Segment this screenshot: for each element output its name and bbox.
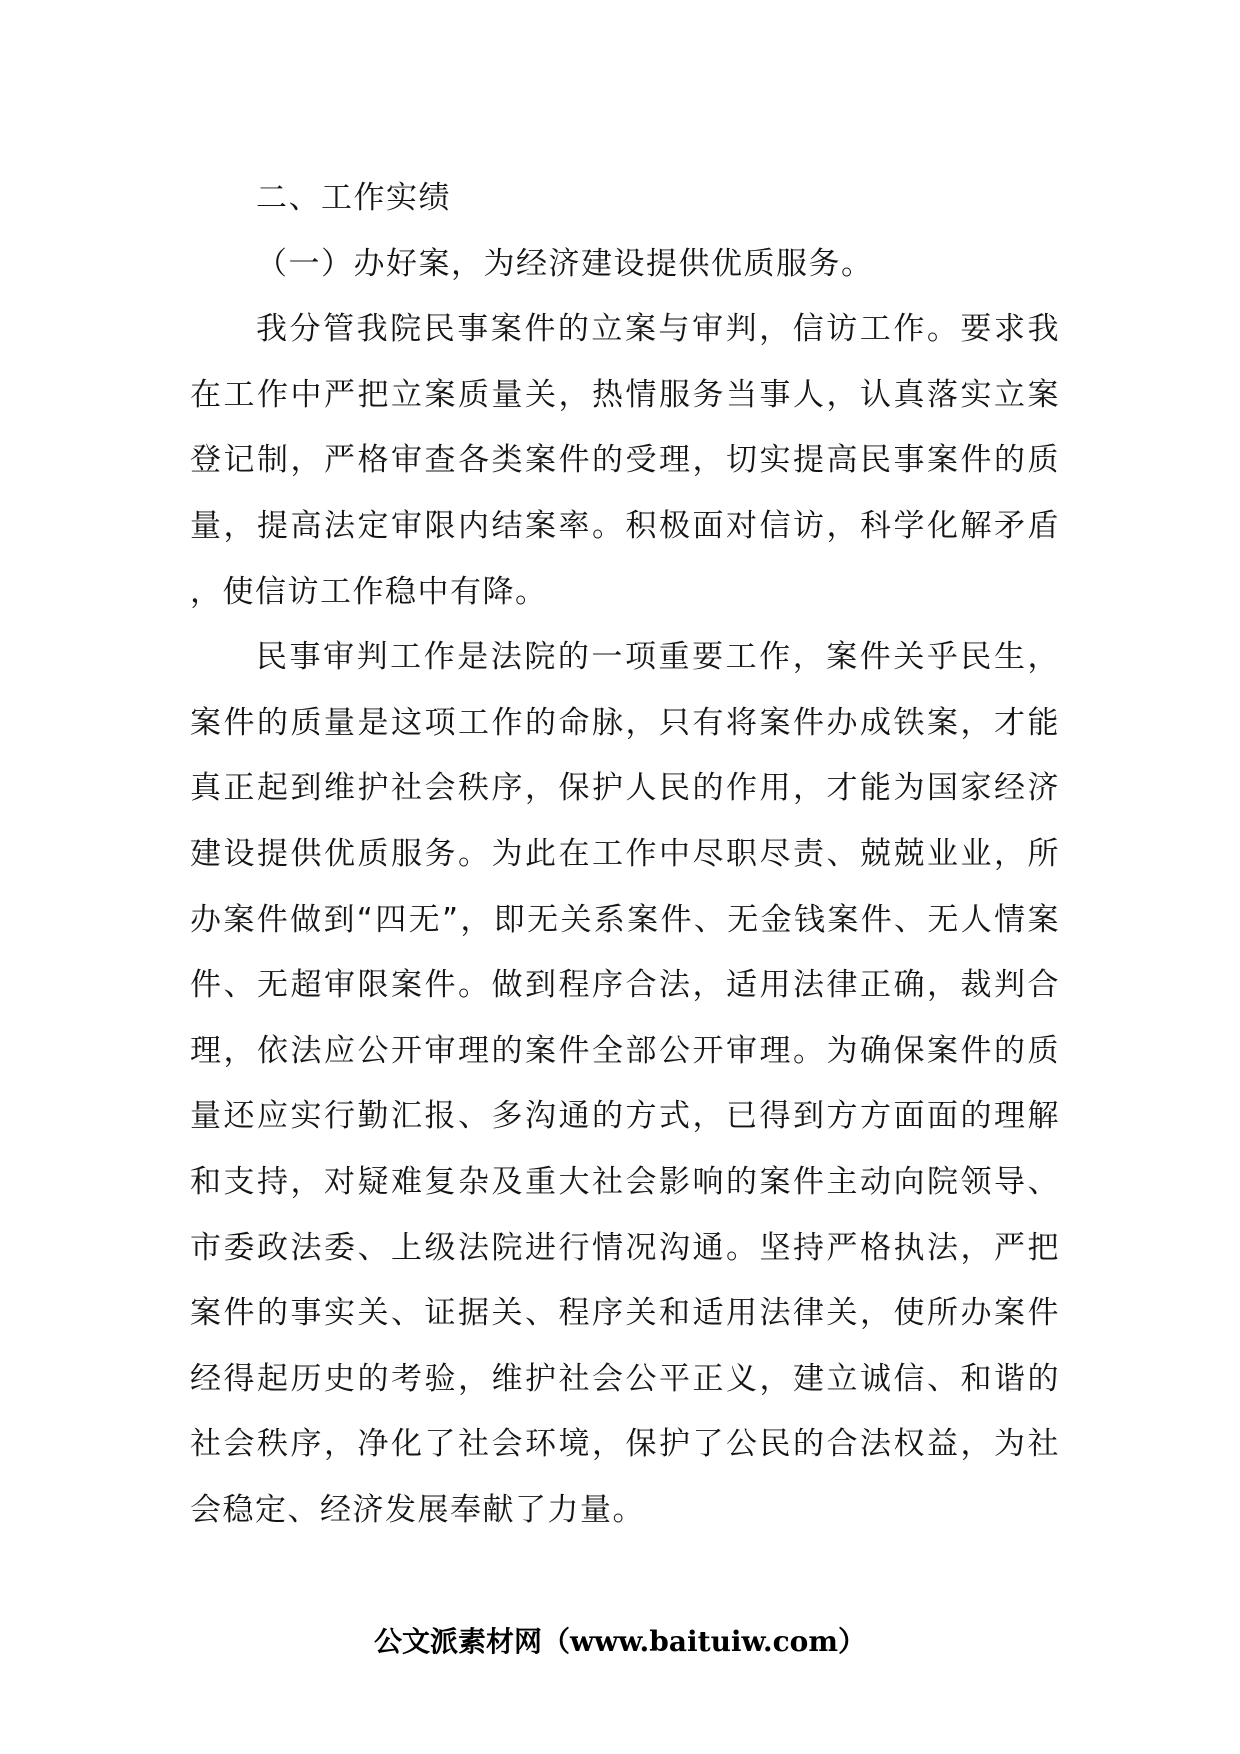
footer-watermark: 公文派素材网（www.baituiw.com） xyxy=(374,1625,866,1658)
subsection-heading: （一）办好案，为经济建设提供优质服务。 xyxy=(256,245,874,282)
body-paragraph-2: 民事审判工作是法院的一项重要工作，案件关乎民生，案件的质量是这项工作的命脉，只有将案件办成铁案，才能真正起到维护社会秩序，保护人民的作用，才能为国家经济建设提供优质服务。为此在工作中尽职尽责、兢兢业业，所办案件做到“四无”，即无关系案件、无金钱案件、无人情案件、无超审限案件。做到程序合法，适用法律正确，裁判合理，依法应公开审理的案件全部公开审理。为确保案件的质量还应实行勤汇报、多沟通的方式，已得到方方面面的理解和支持，对疑难复杂及重大社会影响的案件主动向院领导、市委政法委、上级法院进行情况沟通。坚持严格执法，严把案件的事实关、证据关、程序关和适用法律关，使所办案件经得起历史的考验，维护社会公平正义，建立诚信、和谐的社会秩序，净化了社会环境，保护了公民的合法权益，为社会稳定、经济发展奉献了力量。 xyxy=(190,639,1060,1528)
body-paragraph-1: 我分管我院民事案件的立案与审判，信访工作。要求我在工作中严把立案质量关，热情服务当事人，认真落实立案登记制，严格审查各类案件的受理，切实提高民事案件的质量，提高法定审限内结案率。积极面对信访，科学化解矛盾，使信访工作稳中有降。 xyxy=(190,311,1060,610)
section-heading: 二、工作实绩 xyxy=(256,180,451,216)
document-body xyxy=(190,166,1060,1543)
